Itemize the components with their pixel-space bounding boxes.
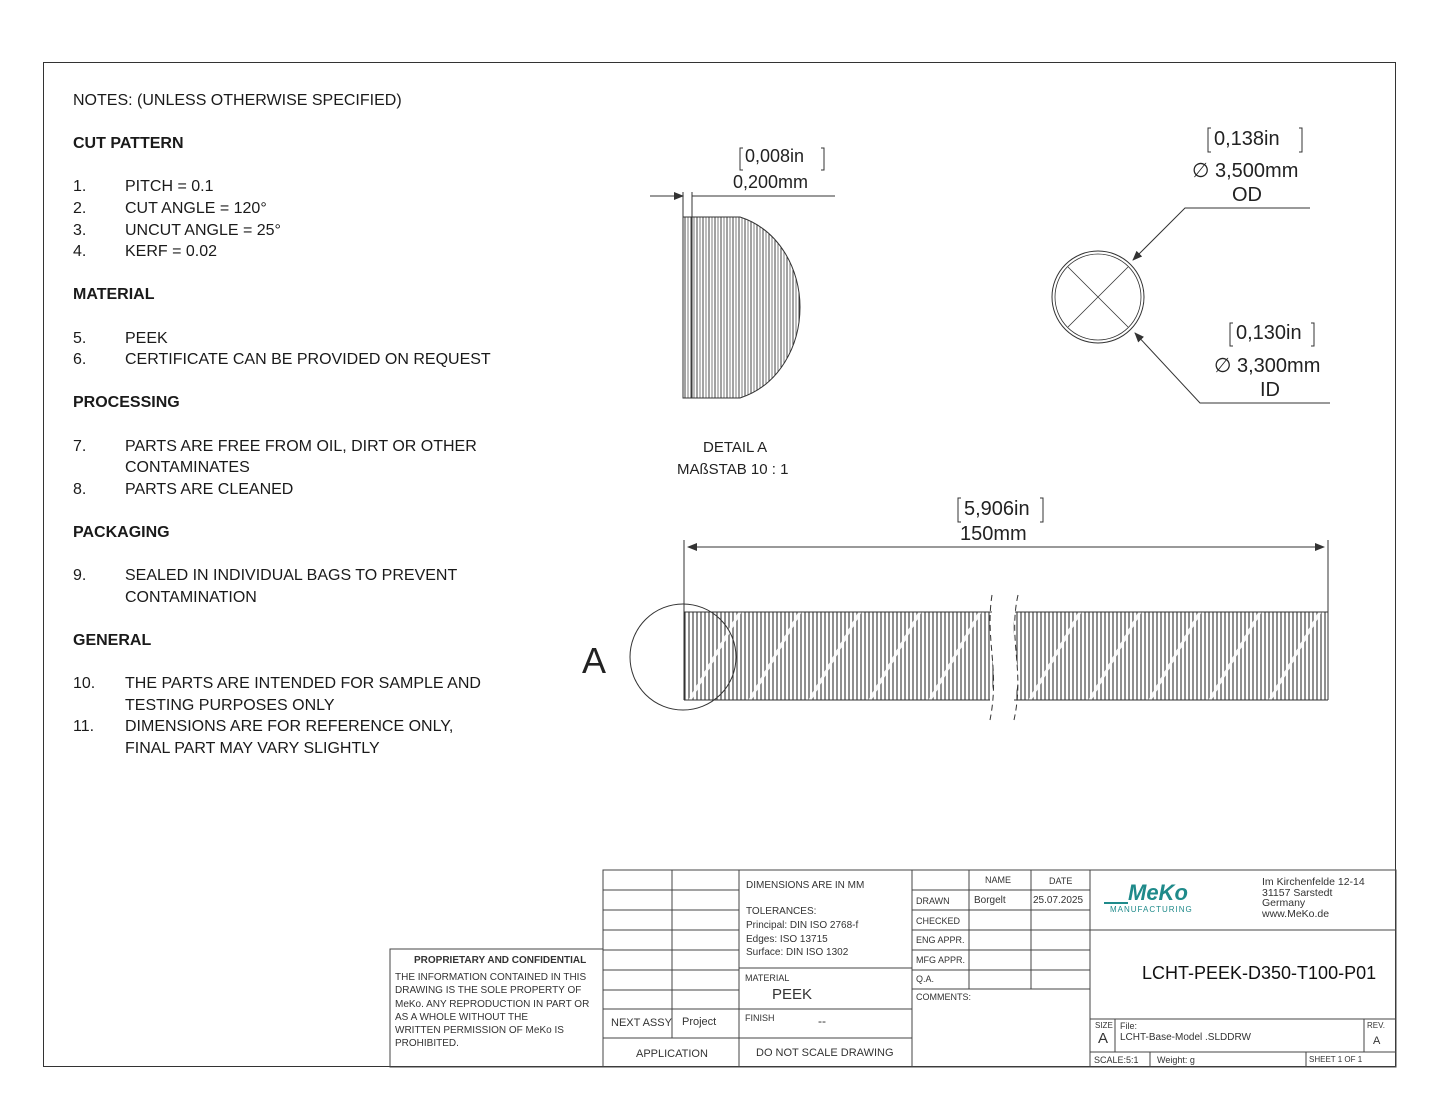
note-text: UNCUT ANGLE = 25° [125,221,281,239]
note-text: CERTIFICATE CAN BE PROVIDED ON REQUEST [125,351,491,369]
od-label: OD [1232,184,1262,206]
company-address [1262,877,1365,919]
note-number: 7. [73,437,87,455]
drawn-date: 25.07.2025 [1033,895,1084,906]
diameter-symbol: ∅ [1192,160,1210,182]
size-value: A [1098,1030,1109,1047]
scale-label: SCALE:5:1 [1094,1055,1139,1065]
drawing-number: LCHT-PEEK-D350-T100-P01 [1142,963,1377,983]
name-header: NAME [985,875,1012,885]
eng-appr-label: ENG APPR. [916,935,965,945]
note-text: PARTS ARE FREE FROM OIL, DIRT OR OTHER [125,437,477,455]
note-number: 5. [73,329,87,347]
comments-label: COMMENTS: [916,992,971,1002]
notes-section-title: CUT PATTERN [73,135,184,153]
detail-letter: A [582,640,607,681]
note-text: KERF = 0.02 [125,243,218,261]
company-logo-subtitle: MANUFACTURING [1110,905,1193,914]
proprietary-line: PROHIBITED. [395,1038,459,1050]
note-text: CONTAMINATION [125,588,257,606]
length-dim-in: 5,906in [964,498,1030,520]
note-text: DIMENSIONS ARE FOR REFERENCE ONLY, [125,718,454,736]
note-text: FINAL PART MAY VARY SLIGHTLY [125,739,380,757]
qa-label: Q.A. [916,974,935,984]
note-text: CONTAMINATES [125,459,250,477]
od-dim-mm: ∅ 3,500mm [1192,160,1299,182]
checked-label: CHECKED [916,916,961,926]
proprietary-line: THE INFORMATION CONTAINED IN THIS [395,972,587,983]
notes-section-title: MATERIAL [73,286,155,304]
note-number: 8. [73,480,87,498]
dimensions-note: DIMENSIONS ARE IN MM [746,880,865,891]
proprietary-line: WRITTEN PERMISSION OF MeKo IS [395,1025,564,1037]
note-text: PITCH = 0.1 [125,178,214,196]
notes-section-title: PROCESSING [73,394,180,412]
note-number: 1. [73,178,87,196]
id-dim-in: 0,130in [1236,322,1302,344]
id-label: ID [1260,379,1280,401]
rev-label: REV. [1367,1021,1385,1030]
address-line: Germany [1262,897,1306,909]
address-line: Im Kirchenfelde 12-14 [1262,876,1365,888]
tolerance-lines [746,919,858,960]
size-label: SIZE [1095,1021,1113,1030]
weight-value: g [1189,1055,1195,1065]
material-value: PEEK [772,986,813,1003]
note-number: 9. [73,567,87,585]
material-label: MATERIAL [745,973,790,983]
notes-section-title: PACKAGING [73,523,170,541]
tolerance-line: Principal: DIN ISO 2768-f [746,920,859,931]
date-header: DATE [1049,876,1073,886]
note-number: 2. [73,199,87,217]
rev-value: A [1373,1035,1381,1047]
detail-dim-in: 0,008in [745,146,805,166]
finish-value: -- [818,1014,826,1028]
note-number: 11. [73,718,95,736]
note-number: 4. [73,243,87,261]
proprietary-line: MeKo. ANY REPRODUCTION IN PART OR [395,998,590,1010]
do-not-scale: DO NOT SCALE DRAWING [756,1047,894,1059]
weight-label: Weight: g [1157,1055,1195,1065]
tolerance-line: Surface: DIN ISO 1302 [746,947,849,958]
note-number: 6. [73,351,87,369]
note-text: PEEK [125,329,168,347]
od-dim-in: 0,138in [1214,128,1280,150]
note-text: THE PARTS ARE INTENDED FOR SAMPLE AND [125,675,481,693]
sheet-label: SHEET 1 OF 1 [1309,1055,1363,1064]
project-label: Project [682,1016,717,1028]
id-dim-mm: ∅ 3,300mm [1214,355,1321,377]
proprietary-title: PROPRIETARY AND CONFIDENTIAL [414,955,587,966]
proprietary-line: DRAWING IS THE SOLE PROPERTY OF [395,985,582,997]
notes-header: NOTES: (UNLESS OTHERWISE SPECIFIED) [73,92,402,109]
note-text: CUT ANGLE = 120° [125,199,267,217]
note-text: PARTS ARE CLEANED [125,480,294,498]
company-logo: MeKo [1128,880,1188,905]
diameter-symbol: ∅ [1214,355,1232,377]
note-text: SEALED IN INDIVIDUAL BAGS TO PREVENT [125,567,458,585]
detail-caption: DETAIL A [703,439,768,456]
note-text: TESTING PURPOSES ONLY [125,696,335,714]
detail-scale: MAßSTAB 10 : 1 [677,461,789,478]
finish-label: FINISH [745,1013,775,1023]
tolerances-label: TOLERANCES: [746,906,817,917]
address-line: 31157 Sarstedt [1262,886,1333,899]
file-value: LCHT-Base-Model .SLDDRW [1120,1032,1251,1043]
notes-section-title: GENERAL [73,631,152,649]
drawn-label: DRAWN [916,896,950,906]
mfg-appr-label: MFG APPR. [916,955,966,965]
proprietary-text [395,971,589,1051]
tolerance-line: Edges: ISO 13715 [746,933,828,945]
address-line: www.MeKo.de [1262,907,1330,920]
scale-value: 5:1 [1126,1055,1139,1065]
detail-dim-mm: 0,200mm [733,172,809,192]
drawn-name: Borgelt [974,895,1006,906]
application-label: APPLICATION [636,1048,708,1060]
file-label: File: [1120,1021,1138,1031]
next-assy-label: NEXT ASSY [611,1017,672,1029]
note-number: 3. [73,221,87,239]
note-number: 10. [73,675,96,693]
proprietary-line: AS A WHOLE WITHOUT THE [395,1011,528,1023]
length-dim-mm: 150mm [960,523,1027,545]
